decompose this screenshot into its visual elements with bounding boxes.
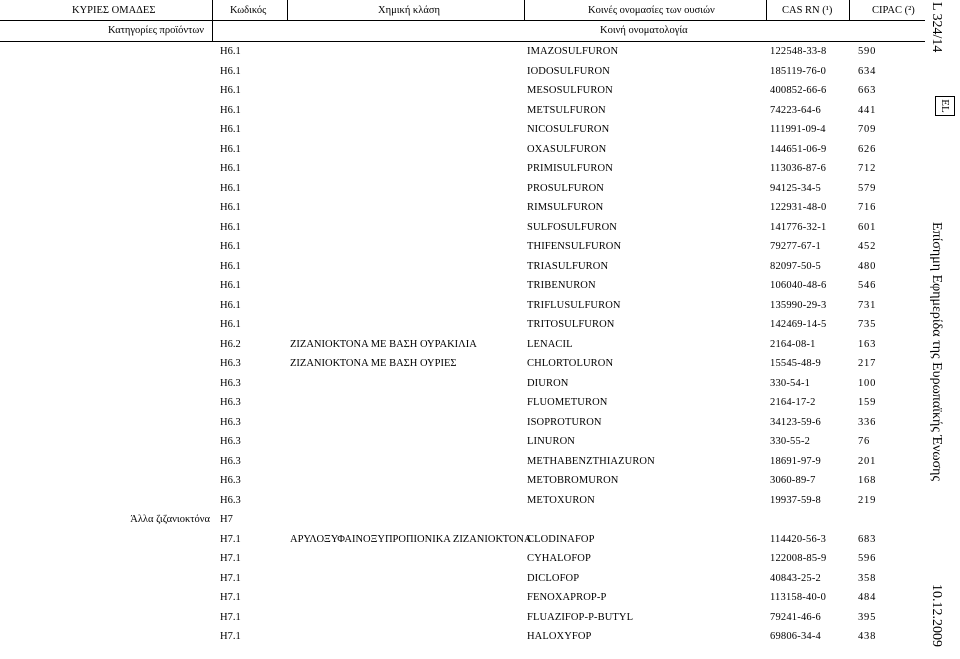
header-names: Κοινές ονομασίες των ουσιών (588, 5, 715, 16)
page-reference: L 324/14 (929, 2, 944, 53)
row-code: H6.2 (220, 338, 241, 350)
row-cipac: 452 (858, 241, 877, 252)
row-cas: 144651-06-9 (770, 143, 827, 155)
table-row (0, 588, 925, 607)
row-name: IODOSULFURON (527, 65, 610, 77)
row-code: H6.1 (220, 202, 241, 213)
row-cipac: 596 (858, 553, 877, 564)
header-col-separator (212, 0, 213, 41)
row-name: SULFOSULFURON (527, 221, 617, 233)
header-class: Χημική κλάση (378, 5, 440, 16)
row-cipac: 168 (858, 475, 877, 486)
row-cas: 185119-76-0 (770, 65, 827, 77)
table-row (0, 218, 925, 237)
row-cas: 2164-17-2 (770, 397, 816, 408)
row-name: CYHALOFOP (527, 553, 591, 564)
row-name: METOXURON (527, 494, 595, 506)
row-cas: 111991-09-4 (770, 124, 826, 135)
row-code: H6.1 (220, 319, 241, 330)
row-cas: 122008-85-9 (770, 553, 827, 564)
table-row (0, 549, 925, 568)
table-row (0, 257, 925, 276)
row-code: H6.1 (220, 280, 241, 291)
table-row (0, 120, 925, 139)
row-code: H6.1 (220, 65, 241, 77)
row-cas: 2164-08-1 (770, 338, 816, 350)
table-row (0, 452, 925, 471)
table-row (0, 354, 925, 373)
table-row (0, 159, 925, 178)
row-cipac: 663 (858, 85, 877, 96)
row-name: PROSULFURON (527, 182, 604, 194)
table-row (0, 627, 925, 646)
row-cipac: 76 (858, 436, 871, 447)
table-row (0, 62, 925, 81)
row-name: METHABENZTHIAZURON (527, 455, 655, 467)
row-code: H7.1 (220, 611, 241, 623)
row-name: FLUOMETURON (527, 397, 608, 408)
row-name: IMAZOSULFURON (527, 46, 619, 57)
row-code: H6.3 (220, 416, 241, 428)
row-name: TRITOSULFURON (527, 319, 615, 330)
row-cipac: 480 (858, 260, 877, 272)
row-name: OXASULFURON (527, 143, 607, 155)
table-row (0, 179, 925, 198)
row-cas: 15545-48-9 (770, 358, 821, 369)
row-cas: 69806-34-4 (770, 631, 821, 642)
row-cipac: 626 (858, 143, 877, 155)
row-code: H6.1 (220, 241, 241, 252)
row-cipac: 735 (858, 319, 877, 330)
page-margin (928, 0, 960, 659)
row-name: ISOPROTURON (527, 416, 602, 428)
row-cipac: 546 (858, 280, 877, 291)
row-cipac: 336 (858, 416, 877, 428)
row-code: H7.1 (220, 572, 241, 584)
row-code: H6.3 (220, 455, 241, 467)
row-name: MESOSULFURON (527, 85, 613, 96)
row-cas: 79241-46-6 (770, 611, 821, 623)
header-divider (0, 20, 925, 21)
row-name: FENOXAPROP-P (527, 592, 607, 603)
row-cas: 82097-50-5 (770, 260, 821, 272)
row-code: H6.1 (220, 124, 241, 135)
row-cipac: 159 (858, 397, 877, 408)
row-cipac: 683 (858, 533, 877, 545)
row-code: H6.3 (220, 494, 241, 506)
row-cipac: 438 (858, 631, 877, 642)
row-code: H7.1 (220, 592, 241, 603)
row-name: CLODINAFOP (527, 533, 595, 545)
row-code: H6.3 (220, 475, 241, 486)
row-name: TRIBENURON (527, 280, 596, 291)
row-class: ΖΙΖΑΝΙΟΚΤΟΝΑ ΜΕ ΒΑΣΗ ΟΥΡΑΚΙΛΙΑ (290, 338, 477, 350)
row-cas: 79277-67-1 (770, 241, 821, 252)
row-group: Άλλα ζιζανιοκτόνα (130, 514, 210, 525)
row-name: DIURON (527, 377, 569, 389)
table-row (0, 315, 925, 334)
header-names-sub: Κοινή ονοματολογία (600, 25, 688, 36)
row-name: FLUAZIFOP-P-BUTYL (527, 611, 634, 623)
row-cas: 330-55-2 (770, 436, 811, 447)
row-cipac: 219 (858, 494, 877, 506)
row-name: LINURON (527, 436, 575, 447)
table-row (0, 237, 925, 256)
row-cipac: 634 (858, 65, 877, 77)
row-code: H6.1 (220, 46, 241, 57)
table-row (0, 296, 925, 315)
row-cas: 141776-32-1 (770, 221, 827, 233)
row-name: METSULFURON (527, 104, 606, 116)
row-cipac: 579 (858, 182, 877, 194)
table-row (0, 393, 925, 412)
header-col-separator (766, 0, 767, 20)
row-code: H6.1 (220, 104, 241, 116)
row-cipac: 217 (858, 358, 877, 369)
table-row (0, 413, 925, 432)
row-name: RIMSULFURON (527, 202, 604, 213)
row-cipac: 716 (858, 202, 877, 213)
row-code: H6.1 (220, 85, 241, 96)
row-cas: 74223-64-6 (770, 104, 821, 116)
row-code: H6.1 (220, 299, 241, 311)
row-cas: 400852-66-6 (770, 85, 827, 96)
table-header (0, 0, 925, 42)
row-cas: 113158-40-0 (770, 592, 827, 603)
header-col-separator (849, 0, 850, 20)
row-cas: 34123-59-6 (770, 416, 821, 428)
row-cas: 122548-33-8 (770, 46, 827, 57)
table-row (0, 335, 925, 354)
table-row (0, 198, 925, 217)
row-name: METOBROMURON (527, 475, 619, 486)
row-code: H7.1 (220, 533, 241, 545)
table-row (0, 276, 925, 295)
table-row (0, 101, 925, 120)
row-cas: 106040-48-6 (770, 280, 827, 291)
publication-date: 10.12.2009 (929, 584, 944, 647)
row-code: H6.1 (220, 163, 241, 174)
table-row (0, 374, 925, 393)
row-cipac: 100 (858, 377, 877, 389)
header-col-separator (287, 0, 288, 20)
language-badge: EL (935, 96, 955, 116)
row-cas: 135990-29-3 (770, 299, 827, 311)
row-cipac: 201 (858, 455, 877, 467)
journal-title: Επίσημη Εφημερίδα της Ευρωπαϊκής Ένωσης (929, 222, 944, 482)
row-cipac: 441 (858, 104, 877, 116)
table-row (0, 510, 925, 529)
row-class: ΖΙΖΑΝΙΟΚΤΟΝΑ ΜΕ ΒΑΣΗ ΟΥΡΙΕΣ (290, 358, 457, 369)
row-code: H7.1 (220, 631, 241, 642)
row-cas: 113036-87-6 (770, 163, 827, 174)
header-cas: CAS RN (¹) (782, 5, 833, 16)
row-code: H6.3 (220, 436, 241, 447)
header-col-separator (524, 0, 525, 20)
row-cipac: 590 (858, 46, 877, 57)
row-cipac: 163 (858, 338, 877, 350)
row-code: H6.1 (220, 221, 241, 233)
row-cipac: 395 (858, 611, 877, 623)
table-row (0, 140, 925, 159)
row-cas: 114420-56-3 (770, 533, 827, 545)
row-name: PRIMISULFURON (527, 163, 613, 174)
row-cas: 330-54-1 (770, 377, 811, 389)
row-code: H6.1 (220, 260, 241, 272)
row-cas: 40843-25-2 (770, 572, 821, 584)
row-cipac: 709 (858, 124, 877, 135)
row-cipac: 601 (858, 221, 877, 233)
row-cipac: 712 (858, 163, 877, 174)
table-row (0, 569, 925, 588)
row-code: H7 (220, 514, 233, 525)
row-cas: 94125-34-5 (770, 182, 821, 194)
row-class: ΑΡΥΛΟΞΥΦΑΙΝΟΞΥΠΡΟΠΙΟΝΙΚΑ ΖΙΖΑΝΙΟΚΤΟΝΑ (290, 533, 532, 545)
row-cipac: 484 (858, 592, 877, 603)
row-code: H6.1 (220, 143, 241, 155)
row-name: CHLORTOLURON (527, 358, 614, 369)
row-cas: 142469-14-5 (770, 319, 827, 330)
row-cipac: 358 (858, 572, 877, 584)
row-code: H7.1 (220, 553, 241, 564)
header-group: ΚΥΡΙΕΣ ΟΜΑΔΕΣ (72, 5, 156, 16)
row-name: HALOXYFOP (527, 631, 592, 642)
row-cas: 18691-97-9 (770, 455, 821, 467)
row-name: THIFENSULFURON (527, 241, 622, 252)
row-name: NICOSULFURON (527, 124, 610, 135)
table-row (0, 471, 925, 490)
table-row (0, 530, 925, 549)
row-cas: 3060-89-7 (770, 475, 816, 486)
row-name: LENACIL (527, 338, 573, 350)
table-row (0, 491, 925, 510)
table-row (0, 608, 925, 627)
header-group-sub: Κατηγορίες προϊόντων (108, 25, 205, 36)
row-code: H6.3 (220, 377, 241, 389)
row-name: TRIASULFURON (527, 260, 609, 272)
row-cas: 19937-59-8 (770, 494, 821, 506)
row-code: H6.1 (220, 182, 241, 194)
row-code: H6.3 (220, 397, 241, 408)
row-name: TRIFLUSULFURON (527, 299, 621, 311)
table-row (0, 432, 925, 451)
header-code: Κωδικός (230, 5, 267, 16)
row-cas: 122931-48-0 (770, 202, 827, 213)
row-name: DICLOFOP (527, 572, 580, 584)
header-cipac: CIPAC (²) (872, 5, 915, 16)
row-code: H6.3 (220, 358, 241, 369)
row-cipac: 731 (858, 299, 877, 311)
table-row (0, 81, 925, 100)
table-row (0, 42, 925, 61)
